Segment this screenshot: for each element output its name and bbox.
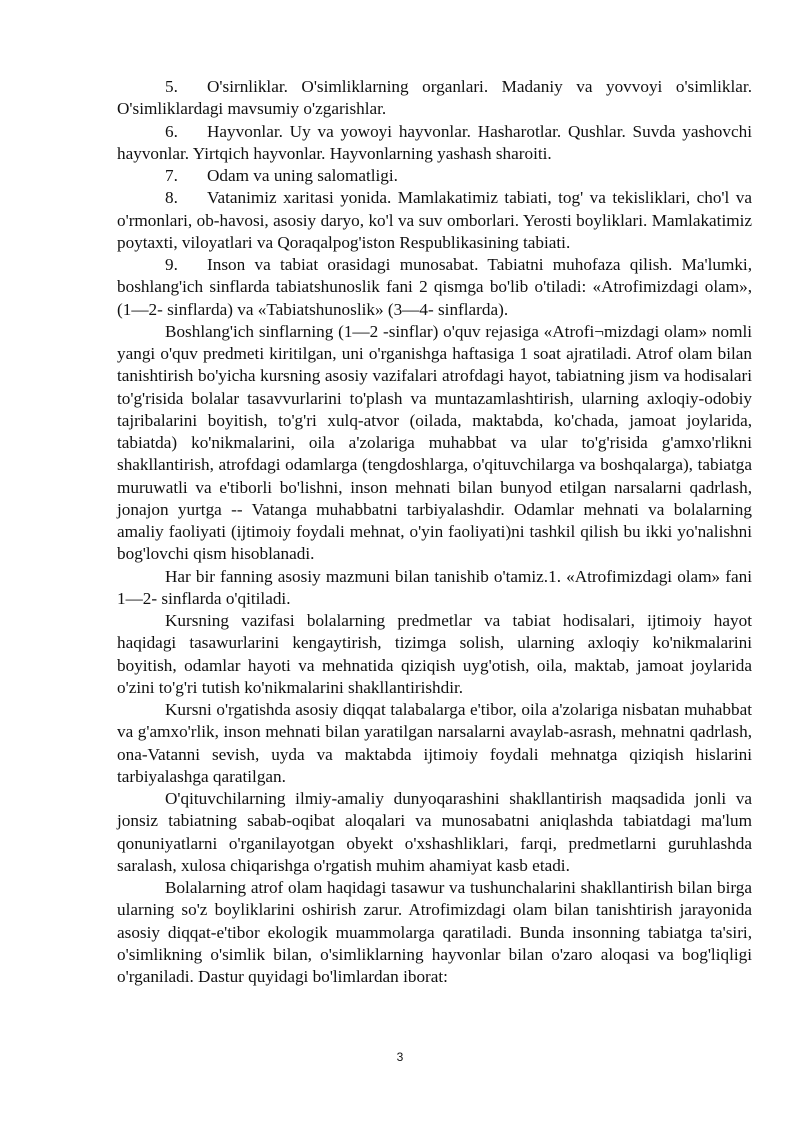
item-text: Odam va uning salomatligi.: [207, 166, 398, 185]
list-item-7: [117, 165, 752, 187]
item-number: 9.: [165, 255, 178, 274]
item-number: 7.: [165, 166, 178, 185]
page-body: [117, 76, 752, 988]
item-text: Vatanimiz xaritasi yonida. Mamlakatimiz tabiati, tog' va tekisliklari, cho'l va o'rmonlari, ob-havosi, asosiy daryo, ko'l va suv omborlari. Yerosti boyliklari. Mamlakatimiz poytaxti, viloyatlari va Qoraqalpog'iston Respublikasining tabiati.: [117, 188, 752, 252]
item-text: O'sirnliklar. O'simliklarning organlari. Madaniy va yovvoyi o'simliklar. O'simliklardagi mavsumiy o'zgarishlar.: [117, 77, 752, 119]
paragraph-subject-intro: Har bir fanning asosiy mazmuni bilan tanishib o'tamiz.1. «Atrofimizdagi olam» fani 1—2- sinflarda o'qitiladi.: [117, 566, 752, 608]
list-item-6: [117, 121, 752, 166]
item-number: 5.: [165, 77, 178, 96]
paragraph-vocabulary-ecology: Bolalarning atrof olam haqidagi tasawur va tushunchalarini shakllantirish bilan birga ularning so'z boyliklarini oshirish zarur. Atrofimizdagi olam bilan tanishtirish jarayonida asosiy diqqat-e'tibor ekologik muammolarga qaratiladi. Bunda insonning tabiatga ta'siri, o'simlikning o'simlik bilan, o'simliklarning hayvonlar bilan o'zaro aloqasi va bog'liqligi o'rganiladi. Dastur quyidagi bo'limlardan iborat:: [117, 878, 752, 986]
paragraph-course-task: Kursning vazifasi bolalarning predmetlar va tabiat hodisalari, ijtimoiy hayot haqidagi tasawurlarini kengaytirish, tizimga solish, ularning axloqiy ko'nikmalarini boyitish, odamlar hayoti va mehnatida qiziqish uyg'otish, oila, maktab, jamoat joylarida o'zini to'g'ri tutish ko'nikmalarini shakllantirishdir.: [117, 611, 752, 697]
list-item-8: [117, 187, 752, 254]
list-item-9: [117, 254, 752, 321]
item-number: 8.: [165, 188, 178, 208]
paragraph-course-goals: Boshlang'ich sinflarning (1—2 -sinflar) o'quv rejasiga «Atrofi¬mizdagi olam» nomli yangi o'quv predmeti kiritilgan, uni o'rganishga haftasiga 1 soat ajratiladi. Atrof olam bilan tanishtirish bo'yicha kursning asosiy vazifalari atrofdagi hayot, tabiatning jism va hodisalari to'g'risida bolalar tasavvurlarini to'plash va muntazamlashtirish, ularning axloqiy-odobiy tajribalarini boyitish, to'g'ri xulq-atvor (oilada, maktabda, ko'chada, jamoat joylarida, tabiatda) ko'nikmalarini, oila a'zolariga muhabbat va ular to'g'risida g'amxo'rlikni shakllantirish, atrofdagi odamlarga (tengdoshlarga, o'qituvchilarga va boshqalarga), tabiatga muruwatli va e'tiborli bo'lishni, inson mehnati bilan bunyod etilgan narsalarni qadrlash, jonajon yurtga -- Vatanga muhabbatni tarbiyalashdir. Odamlar mehnati va bolalarning amaliy faoliyati (ijtimoiy foydali mehnat, o'yin faoliyati)ni tashkil qilish bu ikki yo'nalishni bog'lovchi qism hisoblanadi.: [117, 321, 752, 564]
item-text: Inson va tabiat orasidagi munosabat. Tabiatni muhofaza qilish. Ma'lumki, boshlang'ich sinflarda tabiatshunoslik fani 2 qismga bo'lib o'tiladi: «Atrofimizdagi olam», (1—2- sinflarda) va «Tabiatshunoslik» (3—4- sinflarda).: [117, 255, 752, 319]
item-text: Hayvonlar. Uy va yowoyi hayvonlar. Hasharotlar. Qushlar. Suvda yashovchi hayvonlar. Yirtqich hayvonlar. Hayvonlarning yashash sharoiti.: [117, 121, 752, 163]
list-item-5: [117, 76, 752, 121]
paragraph-course-focus: Kursni o'rgatishda asosiy diqqat talabalarga e'tibor, oila a'zolariga nisbatan muhabbat va g'amxo'rlik, inson mehnati bilan yaratilgan narsalarni avaylab-asrash, mehnatni qadrlash, ona-Vatanni sevish, uyda va maktabda ijtimoiy foydali mehnatga qiziqish hislarini tarbiyalashga qaratilgan.: [117, 700, 752, 786]
paragraph-scientific-worldview: O'qituvchilarning ilmiy-amaliy dunyoqarashini shakllantirish maqsadida jonli va jonsiz tabiatning sabab-oqibat aloqalari va munosabatni aniqlashda tabiatdagi ma'lum qonuniyatlarni o'rganilayotgan obyekt o'xshashliklari, farqi, predmetlarni guruhlashda saralash, xulosa chiqarishga o'rgatish muhim ahamiyat kasb etadi.: [117, 789, 752, 875]
page-number: 3: [396, 1050, 404, 1064]
item-number: 6.: [165, 121, 178, 141]
